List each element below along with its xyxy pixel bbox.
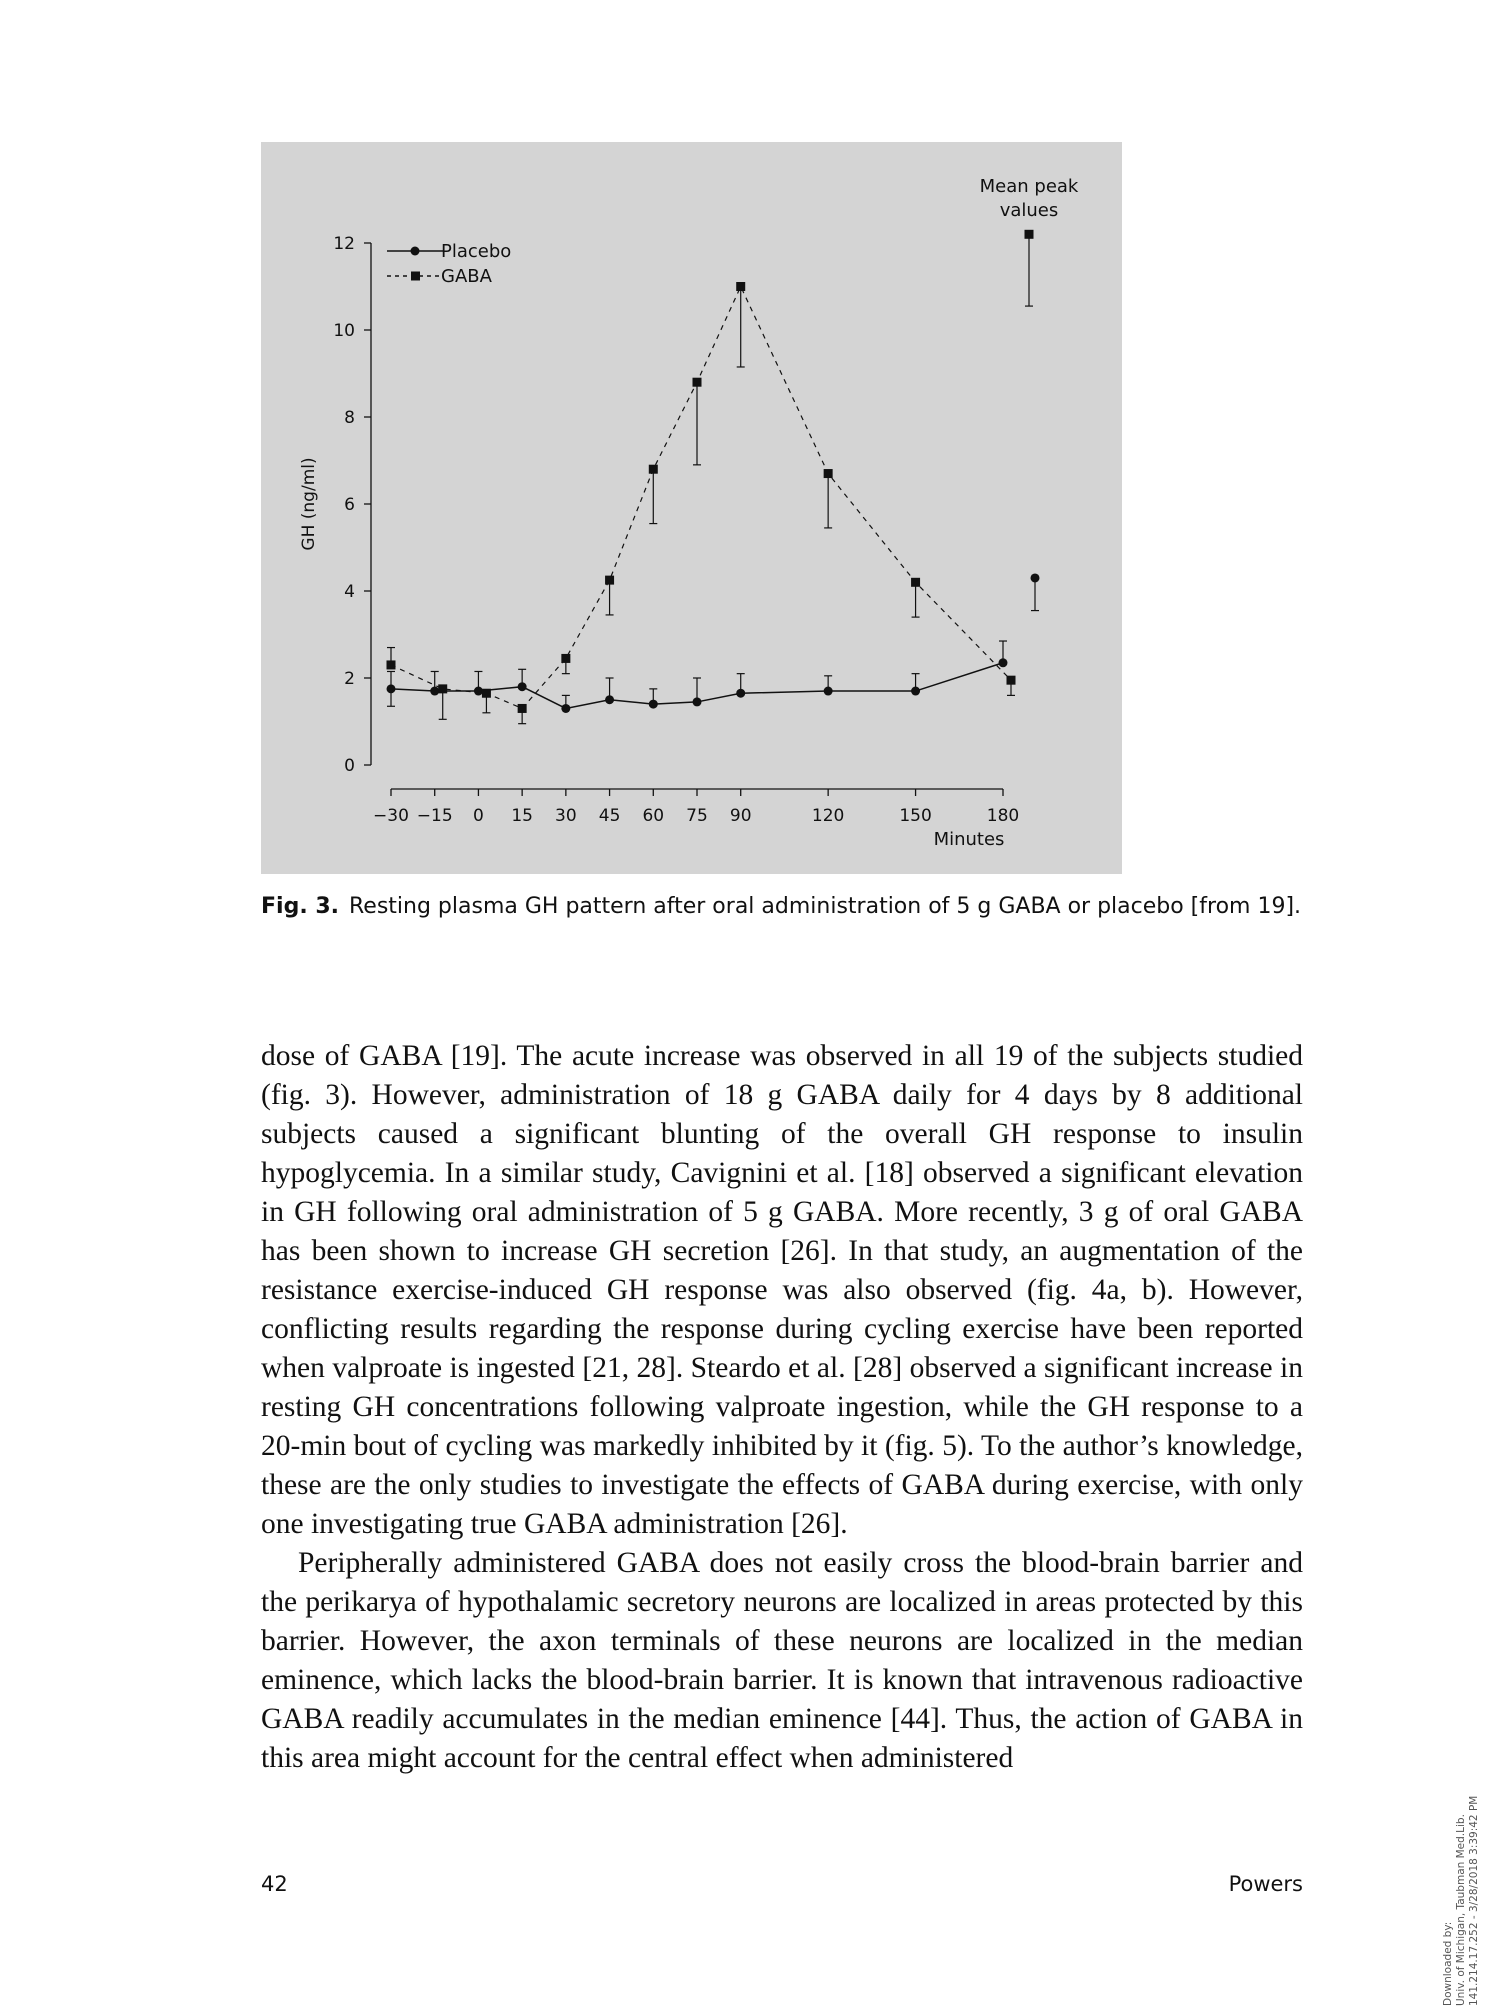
figure-panel — [261, 142, 1122, 874]
gaba-point — [518, 704, 527, 713]
x-tick-label: 90 — [729, 806, 752, 826]
caption-text: Resting plasma GH pattern after oral administration of 5 g GABA or placebo [from 19]. — [349, 894, 1302, 919]
gaba-mean-peak-point — [1025, 230, 1034, 239]
gh-chart — [261, 142, 1122, 874]
legend-label: GABA — [441, 266, 492, 287]
placebo-point — [430, 687, 439, 696]
gaba-point — [438, 684, 447, 693]
y-tick-label: 12 — [333, 234, 355, 254]
placebo-point — [474, 687, 483, 696]
x-tick-label: 60 — [642, 806, 665, 826]
x-axis-label: Minutes — [933, 829, 1005, 850]
placebo-point — [999, 658, 1008, 667]
paragraph: Peripherally administered GABA does not easily cross the blood-brain barrier and the perikarya of hypothalamic secretory neurons are localized in areas protected by this barrier. However, the axon terminals of these neurons are localized in the median eminence, which lacks the blood-brain barrier. It is known that intravenous radioactive GABA readily accumulates in the median eminence [44]. Thus, the action of GABA in this area might account for the central effect when administered — [261, 1547, 1303, 1774]
gaba-point — [387, 660, 396, 669]
y-tick-label: 10 — [333, 321, 355, 341]
watermark-line: Downloaded by: — [1442, 1921, 1454, 2006]
page-number: 42 — [261, 1872, 288, 1896]
caption-label: Fig. 3. — [261, 894, 339, 919]
watermark-line: 141.214.17.252 - 3/28/2018 3:39:42 PM — [1468, 1795, 1480, 2006]
mean-peak-label: Mean peak — [979, 176, 1079, 197]
x-tick-label: 75 — [686, 806, 708, 826]
placebo-point — [911, 687, 920, 696]
legend-label: Placebo — [441, 241, 512, 262]
paragraph: dose of GABA [19]. The acute increase was observed in all 19 of the subjects studied (fig. 3). However, administration of 18 g GABA daily for 4 days by 8 additional subjects caused a significant blunting of the overall GH response to insulin hypoglycemia. In a similar study, Cavignini et al. [18] observed a significant elevation in GH following oral administration of 5 g GABA. More recently, 3 g of oral GABA has been shown to increase GH secretion [26]. In that study, an augmentation of the resistance exercise-induced GH response was also observed (fig. 4a, b). However, conflicting results regarding the response during cycling exercise have been reported when valproate is ingested [21, 28]. Steardo et al. [28] observed a significant increase in resting GH concentrations following valproate ingestion, while the GH response to a 20-min bout of cycling was markedly inhibited by it (fig. 5). To the author’s knowledge, these are the only studies to investigate the effects of GABA during exercise, with only one investigating true GABA administration [26]. — [261, 1040, 1303, 1540]
gaba-point — [482, 689, 491, 698]
placebo-point — [605, 695, 614, 704]
gaba-point — [649, 465, 658, 474]
legend-marker — [411, 272, 420, 281]
y-tick-label: 6 — [344, 495, 355, 515]
y-tick-label: 0 — [344, 756, 355, 776]
placebo-point — [518, 682, 527, 691]
gaba-point — [911, 578, 920, 587]
legend-marker — [411, 247, 420, 256]
x-tick-label: −30 — [373, 806, 409, 826]
gaba-point — [736, 282, 745, 291]
y-tick-label: 8 — [344, 408, 355, 428]
gaba-point — [561, 654, 570, 663]
placebo-point — [736, 689, 745, 698]
x-tick-label: 30 — [555, 806, 577, 826]
x-tick-label: 0 — [473, 806, 484, 826]
y-axis-label: GH (ng/ml) — [299, 457, 319, 551]
x-tick-label: 150 — [899, 806, 932, 826]
gaba-point — [693, 378, 702, 387]
placebo-point — [693, 697, 702, 706]
y-tick-label: 4 — [344, 582, 355, 602]
running-author: Powers — [1228, 1872, 1303, 1896]
x-tick-label: 120 — [811, 806, 845, 826]
body-text — [261, 1037, 1303, 1778]
placebo-point — [387, 684, 396, 693]
placebo-point — [649, 700, 658, 709]
gaba-point — [824, 469, 833, 478]
placebo-point — [561, 704, 570, 713]
x-tick-label: 180 — [986, 806, 1020, 826]
placebo-mean-peak-point — [1031, 573, 1040, 582]
y-tick-label: 2 — [344, 669, 355, 689]
x-tick-label: −15 — [416, 806, 453, 826]
gaba-point — [1007, 676, 1016, 685]
watermark-line: Univ. of Michigan, Taubman Med.Lib. — [1455, 1814, 1467, 2006]
figure-caption — [261, 894, 1311, 919]
download-watermark — [1442, 1796, 1481, 2006]
gaba-line — [391, 287, 1011, 709]
gaba-point — [605, 576, 614, 585]
mean-peak-label: values — [999, 200, 1059, 221]
placebo-point — [824, 687, 833, 696]
x-tick-label: 45 — [598, 806, 621, 826]
x-tick-label: 15 — [511, 806, 533, 826]
